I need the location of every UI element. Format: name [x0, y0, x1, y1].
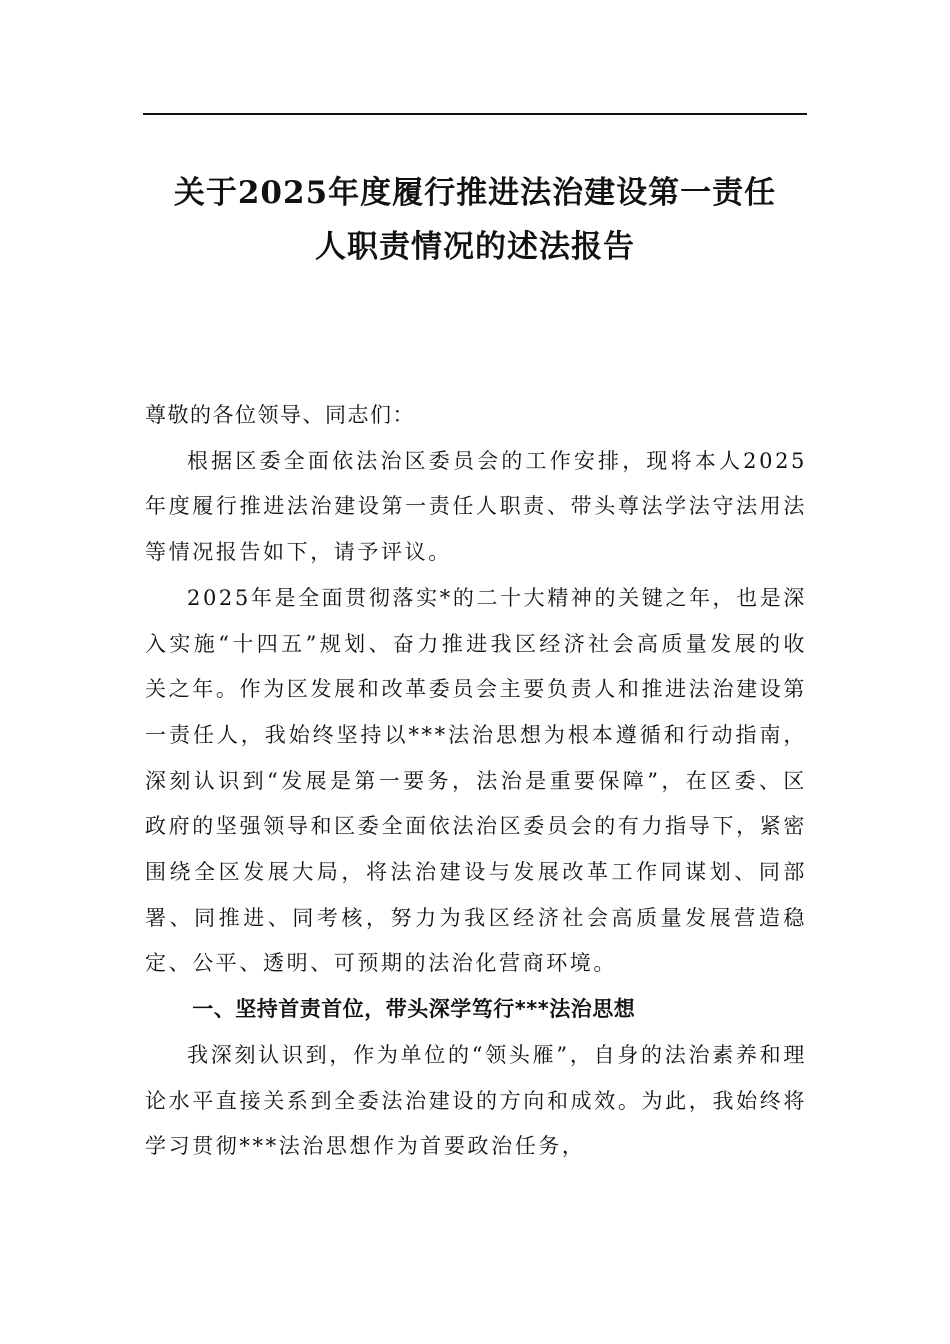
paragraph-intro: 根据区委全面依法治区委员会的工作安排，现将本人2025年度履行推进法治建设第一责任人职责、带头尊法学法守法用法等情况报告如下，请予评议。 — [145, 448, 807, 565]
greeting: 尊敬的各位领导、同志们： — [145, 403, 415, 427]
title-line-1: 关于2025年度履行推进法治建设第一责任 — [173, 175, 777, 211]
section-heading-1: 一、坚持首责首位，带头深学笃行***法治思想 — [192, 997, 636, 1022]
header-rule — [143, 113, 807, 115]
document-body — [145, 393, 807, 1170]
section-1-paragraph: 我深刻认识到，作为单位的“领头雁”，自身的法治素养和理论水平直接关系到全委法治建设的方向和成效。为此，我始终将学习贯彻***法治思想作为首要政治任务， — [145, 1042, 807, 1159]
title-line-2: 人职责情况的述法报告 — [315, 229, 635, 265]
paragraph-context: 2025年是全面贯彻落实*的二十大精神的关键之年，也是深入实施“十四五”规划、奋力推进我区经济社会高质量发展的收关之年。作为区发展和改革委员会主要负责人和推进法治建设第一责任人，我始终坚持以***法治思想为根本遵循和行动指南，深刻认识到“发展是第一要务，法治是重要保障”，在区委、区政府的坚强领导和区委全面依法治区委员会的有力指导下，紧密围绕全区发展大局，将法治建设与发展改革工作同谋划、同部署、同推进、同考核，努力为我区经济社会高质量发展营造稳定、公平、透明、可预期的法治化营商环境。 — [145, 585, 807, 976]
document-title — [130, 166, 820, 274]
